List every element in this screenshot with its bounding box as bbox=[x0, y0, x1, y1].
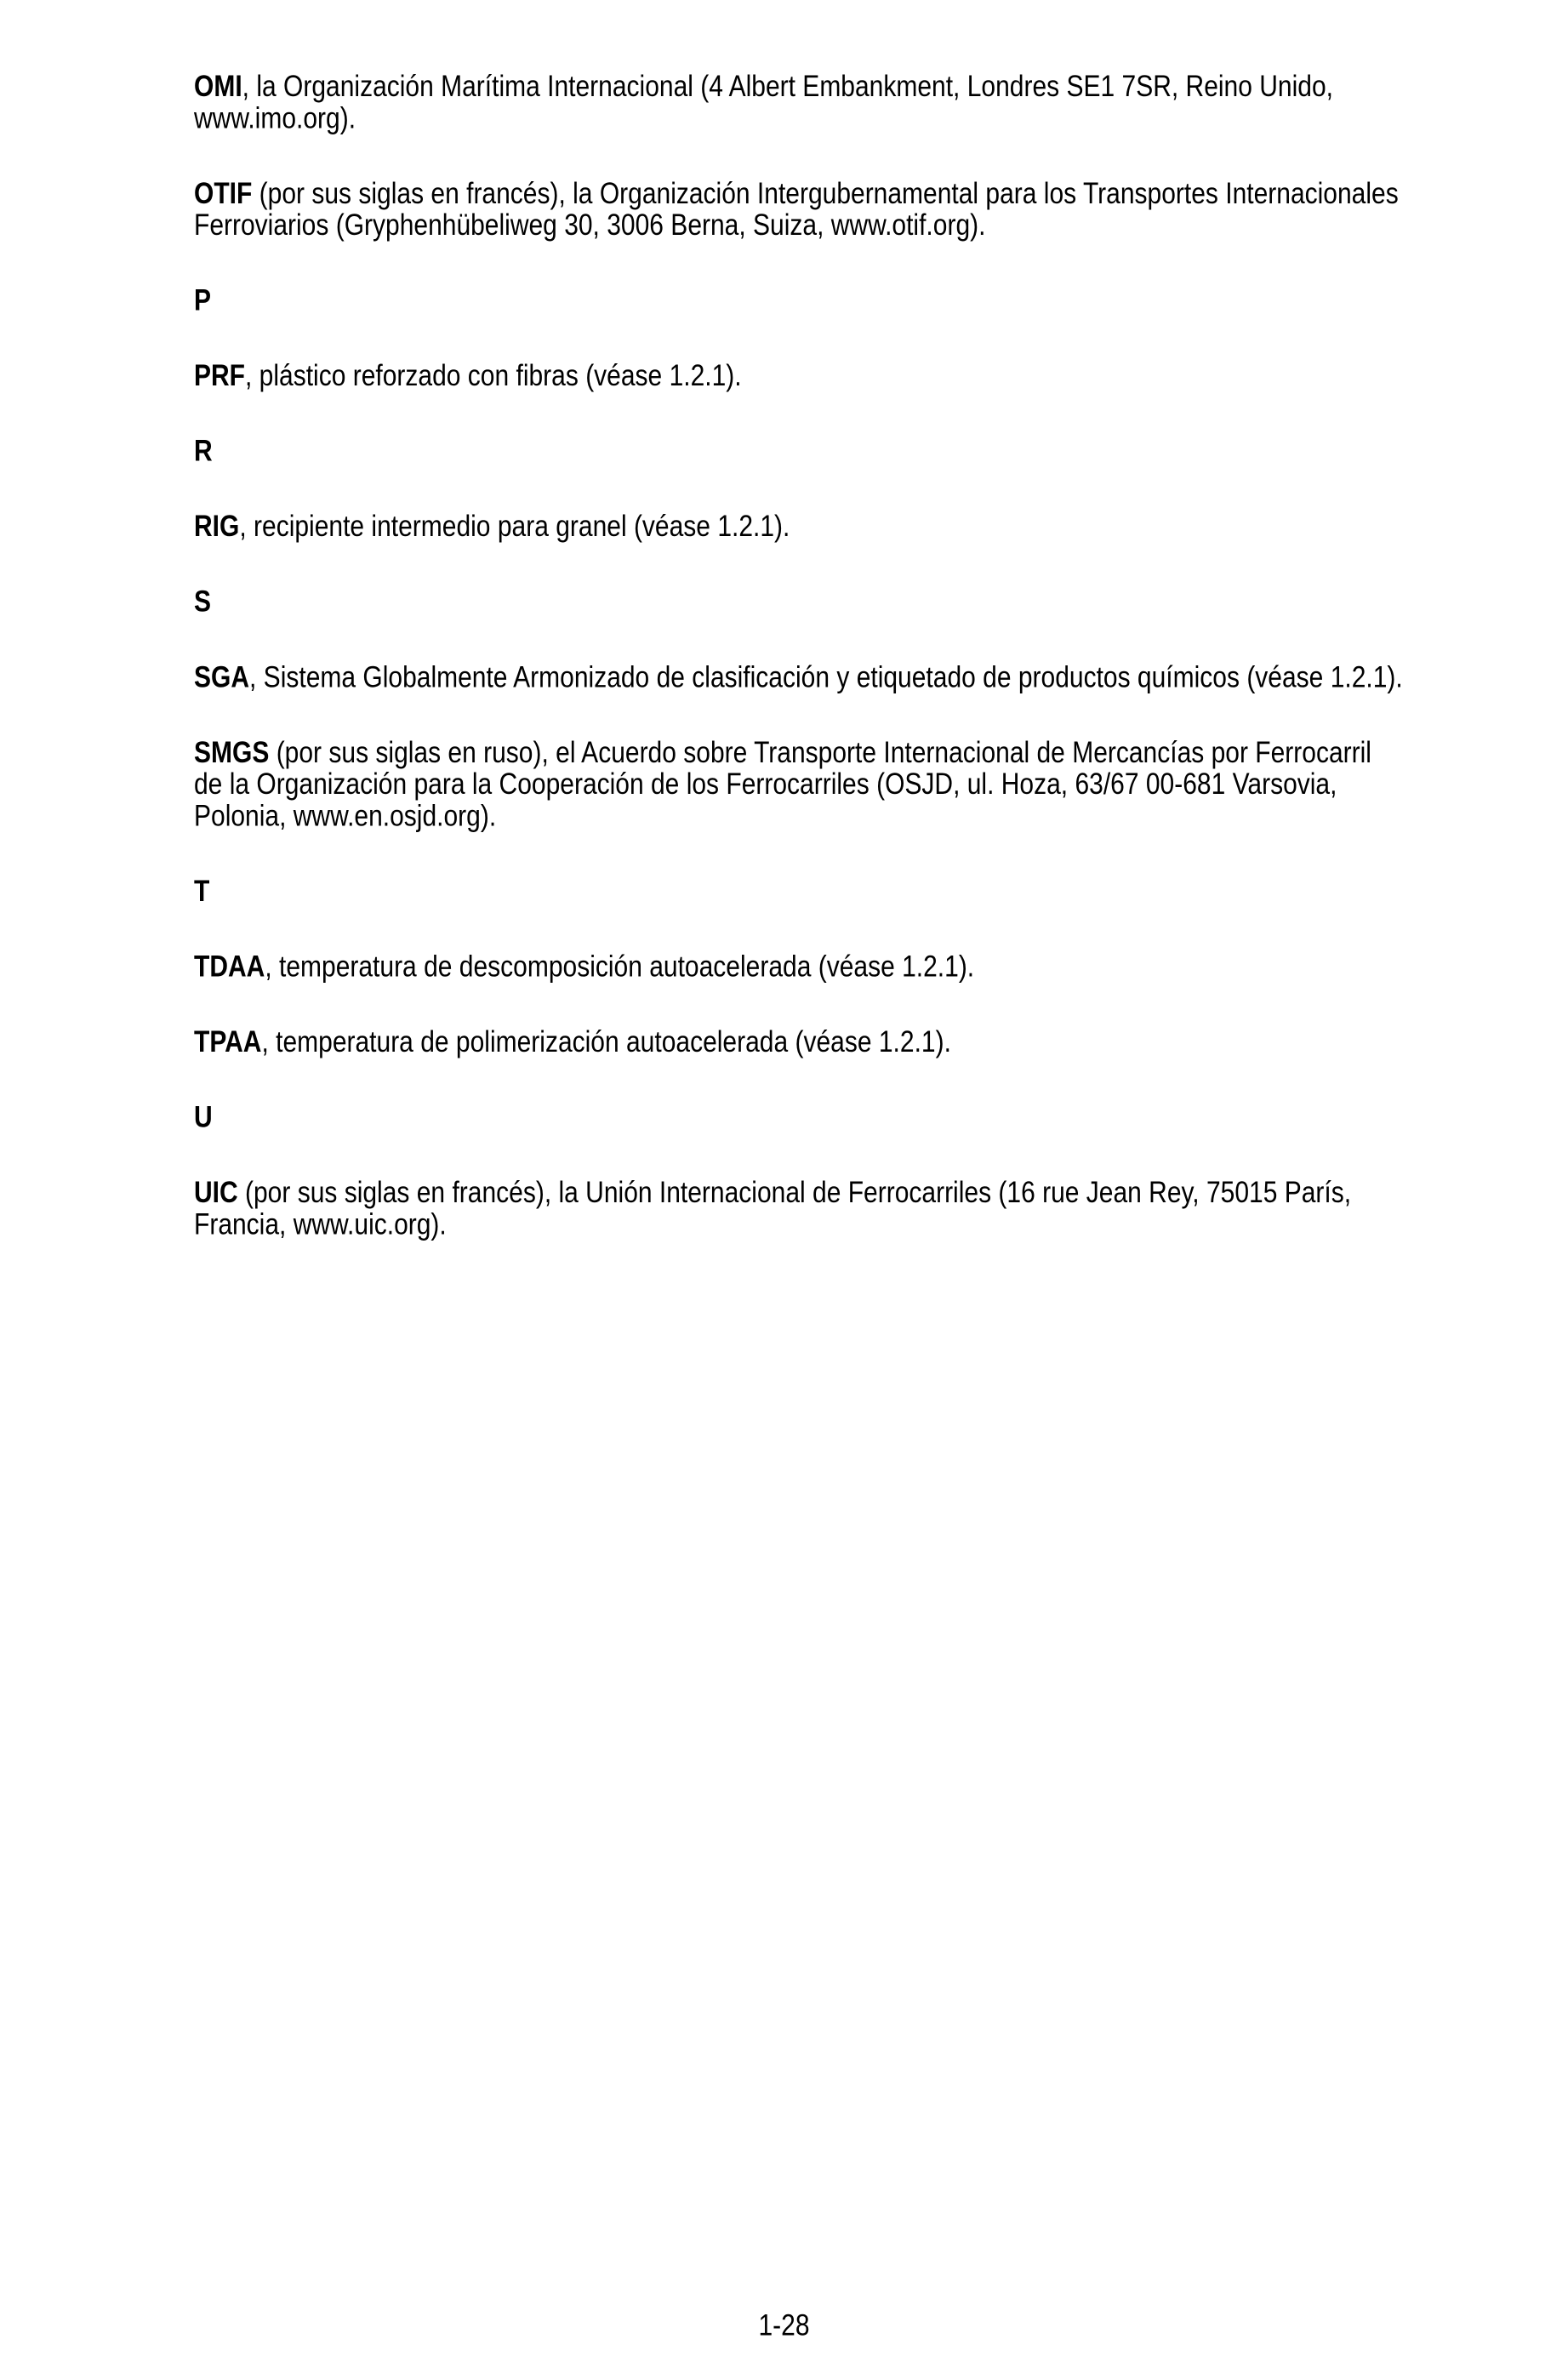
section-letter-label: R bbox=[194, 435, 213, 468]
entry-first-line bbox=[194, 876, 1403, 908]
section-letter bbox=[194, 436, 1403, 468]
entry-text: , la Organización Marítima Internacional (4 Albert Embankment, Londres SE1 7SR, Reino Unido, bbox=[242, 70, 1333, 104]
entry-text: (por sus siglas en ruso), el Acuerdo sobre Transporte Internacional de Mercancías por Ferrocarril bbox=[269, 736, 1371, 769]
entry-term: SGA bbox=[194, 660, 250, 694]
entry-text: (por sus siglas en francés), la Organización Intergubernamental para los Transportes Internacionales bbox=[252, 177, 1399, 210]
entry-text-line: de la Organización para la Cooperación de los Ferrocarriles (OSJD, ul. Hoza, 63/67 00-681 Varsovia, bbox=[194, 767, 1337, 802]
entry-term: OMI bbox=[194, 70, 242, 104]
section-letter bbox=[194, 285, 1403, 317]
entry-text: , recipiente intermedio para granel (véase 1.2.1). bbox=[239, 510, 790, 544]
glossary-entry bbox=[194, 179, 1403, 242]
entry-text-line: Polonia, www.en.osjd.org). bbox=[194, 800, 497, 833]
page-footer bbox=[0, 2310, 1568, 2342]
entry-term: UIC bbox=[194, 1176, 238, 1210]
glossary-list bbox=[194, 71, 1403, 1285]
entry-first-line bbox=[194, 1102, 1403, 1133]
entry-term: TDAA bbox=[194, 950, 265, 984]
entry-first-line bbox=[194, 436, 1403, 468]
entry-term: SMGS bbox=[194, 736, 270, 769]
entry-term: RIG bbox=[194, 510, 240, 544]
entry-first-line bbox=[194, 1178, 1403, 1209]
entry-term: PRF bbox=[194, 359, 245, 393]
glossary-entry bbox=[194, 71, 1403, 135]
glossary-entry bbox=[194, 1027, 1403, 1058]
section-letter-label: T bbox=[194, 875, 210, 909]
glossary-entry bbox=[194, 738, 1403, 833]
entry-text-line: www.imo.org). bbox=[194, 101, 356, 135]
section-letter bbox=[194, 1102, 1403, 1133]
glossary-entry bbox=[194, 511, 1403, 543]
entry-first-line bbox=[194, 71, 1403, 103]
entry-text: (por sus siglas en francés), la Unión Internacional de Ferrocarriles (16 rue Jean Rey, 75015 París, bbox=[237, 1176, 1352, 1210]
entry-first-line bbox=[194, 587, 1403, 619]
section-letter-label: P bbox=[194, 284, 212, 317]
glossary-entry bbox=[194, 361, 1403, 392]
glossary-entry bbox=[194, 1178, 1403, 1241]
glossary-entry bbox=[194, 951, 1403, 983]
entry-text: , temperatura de descomposición autoacelerada (véase 1.2.1). bbox=[265, 950, 975, 984]
section-letter bbox=[194, 587, 1403, 619]
section-letter bbox=[194, 876, 1403, 908]
section-letter-label: U bbox=[194, 1101, 213, 1134]
entry-first-line bbox=[194, 662, 1403, 693]
glossary-entry bbox=[194, 662, 1403, 693]
entry-first-line bbox=[194, 361, 1403, 392]
entry-first-line bbox=[194, 285, 1403, 317]
entry-term: OTIF bbox=[194, 177, 253, 210]
entry-first-line bbox=[194, 179, 1403, 210]
entry-text: , plástico reforzado con fibras (véase 1.2.1). bbox=[245, 359, 742, 393]
section-letter-label: S bbox=[194, 585, 212, 619]
entry-first-line bbox=[194, 738, 1403, 769]
entry-text: , temperatura de polimerización autoacelerada (véase 1.2.1). bbox=[261, 1025, 951, 1059]
entry-first-line bbox=[194, 511, 1403, 543]
entry-text: , Sistema Globalmente Armonizado de clasificación y etiquetado de productos químicos (véase 1.2.1). bbox=[249, 660, 1403, 694]
entry-text-line: Francia, www.uic.org). bbox=[194, 1208, 447, 1241]
page-number: 1-28 bbox=[758, 2309, 810, 2342]
entry-first-line bbox=[194, 951, 1403, 983]
entry-term: TPAA bbox=[194, 1025, 262, 1059]
entry-text-line: Ferroviarios (Gryphenhübeliweg 30, 3006 Berna, Suiza, www.otif.org). bbox=[194, 208, 986, 242]
entry-first-line bbox=[194, 1027, 1403, 1058]
